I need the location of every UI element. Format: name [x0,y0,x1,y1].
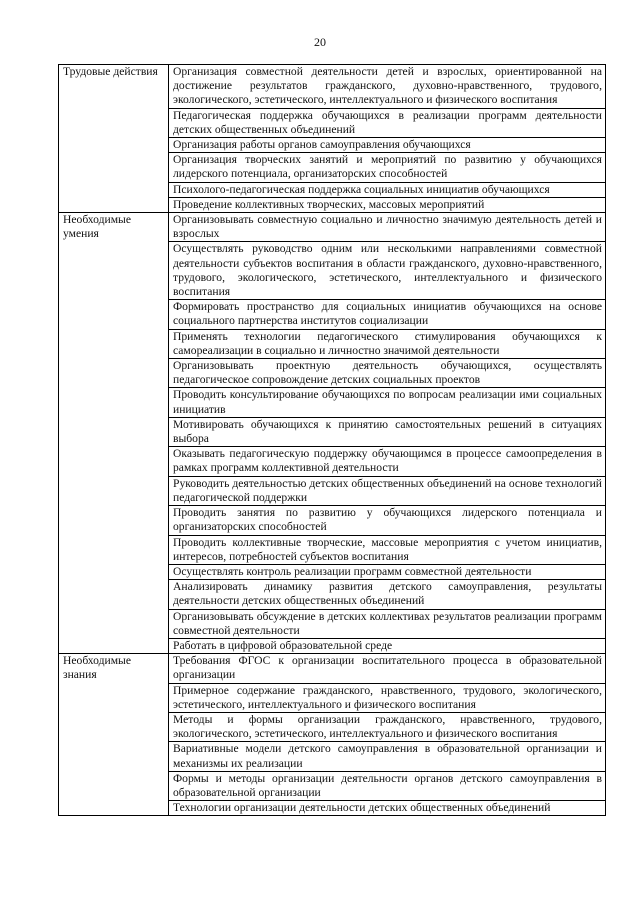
table-cell: Оказывать педагогическую поддержку обучающимся в процессе самоопределения в рамках программ коллективной деятельности [169,447,606,476]
table-cell: Требования ФГОС к организации воспитательного процесса в образовательной организации [169,654,606,683]
table-cell: Организация совместной деятельности детей и взрослых, ориентированной на достижение результатов гражданского, духовно-нравственного, трудового, экологического, эстетического, интеллектуального и физического воспитания [169,65,606,109]
table-cell: Формы и методы организации деятельности органов детского самоуправления в образовательной организации [169,771,606,800]
table-cell: Проведение коллективных творческих, массовых мероприятий [169,197,606,212]
table-cell: Проводить занятия по развитию у обучающихся лидерского потенциала и организаторских способностей [169,506,606,535]
table-cell: Проводить консультирование обучающихся по вопросам реализации ими социальных инициатив [169,388,606,417]
table-cell: Организация работы органов самоуправления обучающихся [169,138,606,153]
table-cell: Организовывать совместную социально и личностно значимую деятельность детей и взрослых [169,213,606,242]
table-cell: Руководить деятельностью детских общественных объединений на основе технологий педагогической поддержки [169,476,606,505]
page-number: 20 [314,35,326,49]
table-cell: Осуществлять руководство одним или несколькими направлениями совместной деятельности субъектов воспитания в области гражданского, духовно-нравственного, трудового, экологического, эстетического, интеллектуального и физического воспитания [169,242,606,300]
table-cell: Организация творческих занятий и мероприятий по развитию у обучающихся лидерского потенциала, организаторских способностей [169,153,606,182]
table-cell: Технологии организации деятельности детских общественных объединений [169,801,606,816]
table-cell: Психолого-педагогическая поддержка социальных инициатив обучающихся [169,182,606,197]
table-row [59,213,606,242]
table-cell: Проводить коллективные творческие, массовые мероприятия с учетом инициатив, интересов, потребностей субъектов воспитания [169,535,606,564]
table-cell: Примерное содержание гражданского, нравственного, трудового, экологического, эстетического, интеллектуального и физического воспитания [169,683,606,712]
table-cell: Анализировать динамику развития детского самоуправления, результаты деятельности детских общественных объединений [169,580,606,609]
section-label-required-knowledge: Необходимые знания [59,654,169,816]
table-row [59,654,606,683]
table-cell: Педагогическая поддержка обучающихся в реализации программ деятельности детских общественных объединений [169,108,606,137]
table-cell: Организовывать обсуждение в детских коллективах результатов реализации программ совместной деятельности [169,609,606,638]
table-row [59,65,606,109]
table-cell: Применять технологии педагогического стимулирования обучающихся к самореализации в социально и личностно значимой деятельности [169,329,606,358]
section-label-required-skills: Необходимые умения [59,213,169,654]
table-cell: Методы и формы организации гражданского, нравственного, трудового, экологического, эстетического, интеллектуального и физического воспитания [169,712,606,741]
table-cell: Осуществлять контроль реализации программ совместной деятельности [169,564,606,579]
table-cell: Формировать пространство для социальных инициатив обучающихся на основе социального партнерства институтов социализации [169,300,606,329]
table-cell: Организовывать проектную деятельность обучающихся, осуществлять педагогическое сопровождение детских социальных проектов [169,359,606,388]
table-cell: Вариативные модели детского самоуправления в образовательной организации и механизмы их реализации [169,742,606,771]
table-cell: Мотивировать обучающихся к принятию самостоятельных решений в ситуациях выбора [169,417,606,446]
table-cell: Работать в цифровой образовательной среде [169,638,606,653]
competency-table [58,64,606,816]
section-label-labor-actions: Трудовые действия [59,65,169,213]
